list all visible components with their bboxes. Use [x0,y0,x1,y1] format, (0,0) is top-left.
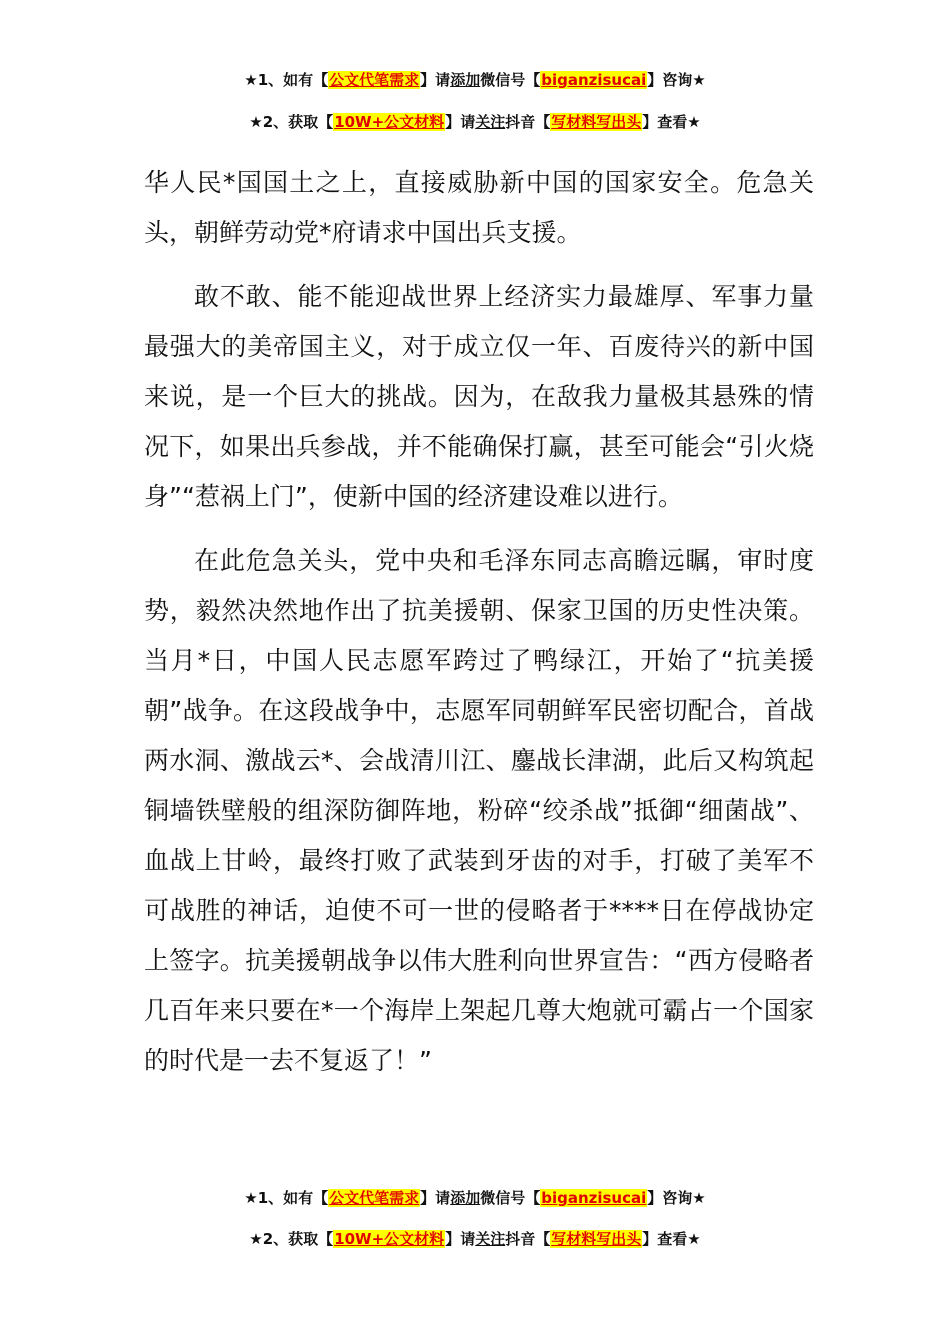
footer-line1-wechat-id: biganzisucai [541,1189,647,1207]
footer-line2-materials-highlight: 10W+公文材料 [334,1230,445,1248]
document-body [144,158,814,1100]
footer-line2-suffix: 】查看★ [642,1230,701,1248]
footer-line1-mid1: 】请 [420,1189,451,1207]
header-line1-service-highlight: 公文代笔需求 [329,71,420,89]
header-banner-line-2 [0,112,950,132]
footer-banner-line-1 [0,1188,950,1208]
footer-line1-suffix: 】咨询★ [647,1189,706,1207]
paragraph-1: 华人民*国国土之上，直接威胁新中国的国家安全。危急关头，朝鲜劳动党*府请求中国出兵支援。 [144,168,814,247]
footer-banner-line-2 [0,1229,950,1249]
footer-line2-mid2: 抖音【 [505,1230,551,1248]
header-line2-prefix: ★2、获取【 [249,113,334,131]
header-line1-prefix: ★1、如有【 [244,71,329,89]
header-line2-mid2: 抖音【 [505,113,551,131]
footer-line2-mid1: 】请 [445,1230,476,1248]
header-line1-mid2: 微信号【 [480,71,541,89]
header-line1-suffix: 】咨询★ [647,71,706,89]
header-line2-suffix: 】查看★ [642,113,701,131]
header-line1-wechat-id: biganzisucai [541,71,647,89]
paragraph-2: 敢不敢、能不能迎战世界上经济实力最雄厚、军事力量最强大的美帝国主义，对于成立仅一年、百废待兴的新中国来说，是一个巨大的挑战。因为，在敌我力量极其悬殊的情况下，如果出兵参战，并不能确保打赢，甚至可能会“引火烧身”“惹祸上门”，使新中国的经济建设难以进行。 [144,282,814,511]
footer-line2-douyin-id: 写材料写出头 [551,1230,642,1248]
footer-line2-prefix: ★2、获取【 [249,1230,334,1248]
footer-line1-prefix: ★1、如有【 [244,1189,329,1207]
header-banner-line-1 [0,70,950,90]
header-line1-underlined: 添加 [450,71,481,89]
header-line2-douyin-id: 写材料写出头 [551,113,642,131]
paragraph-3: 在此危急关头，党中央和毛泽东同志高瞻远瞩，审时度势，毅然决然地作出了抗美援朝、保家卫国的历史性决策。当月*日，中国人民志愿军跨过了鸭绿江，开始了“抗美援朝”战争。在这段战争中，志愿军同朝鲜军民密切配合，首战两水洞、激战云*、会战清川江、鏖战长津湖，此后又构筑起铜墙铁壁般的组深防御阵地，粉碎“绞杀战”抵御“细菌战”、血战上甘岭，最终打败了武装到牙齿的对手，打破了美军不可战胜的神话，迫使不可一世的侵略者于****日在停战协定上签字。抗美援朝战争以伟大胜利向世界宣告：“西方侵略者几百年来只要在*一个海岸上架起几尊大炮就可霸占一个国家的时代是一去不复返了！” [144,546,814,1075]
header-line2-underlined: 关注 [475,113,506,131]
header-line1-mid1: 】请 [420,71,451,89]
footer-line1-underlined: 添加 [450,1189,481,1207]
footer-line1-mid2: 微信号【 [480,1189,541,1207]
header-line2-materials-highlight: 10W+公文材料 [334,113,445,131]
header-line2-mid1: 】请 [445,113,476,131]
footer-line1-service-highlight: 公文代笔需求 [329,1189,420,1207]
footer-line2-underlined: 关注 [475,1230,506,1248]
